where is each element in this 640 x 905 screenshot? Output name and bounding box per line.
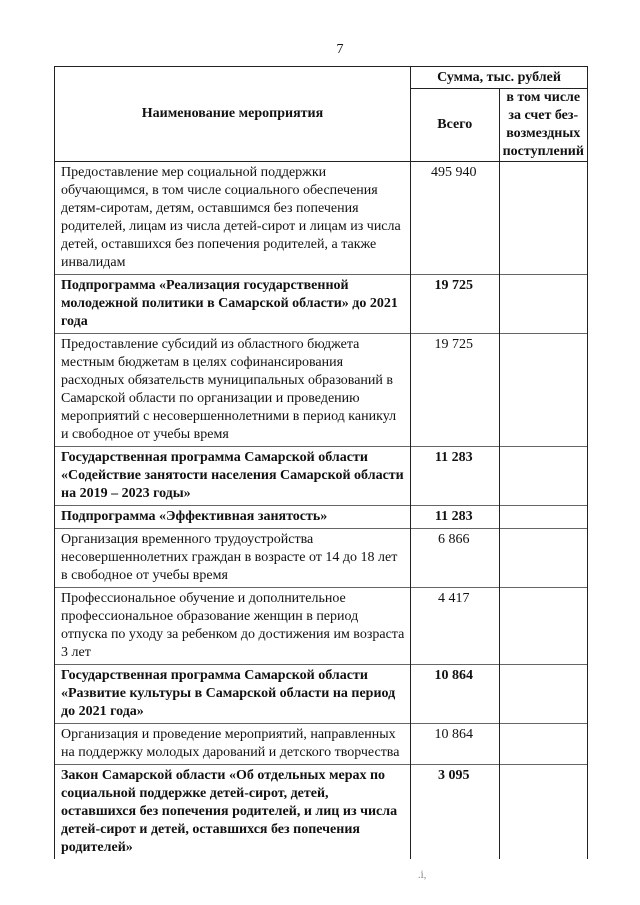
- row-total: 10 864: [411, 724, 500, 765]
- table-body: [55, 162, 588, 860]
- header-name-column: Наименование мероприятия: [55, 67, 411, 162]
- page-number: 7: [336, 42, 344, 57]
- row-free: [499, 162, 588, 275]
- scan-artifact: .ⅰ,: [418, 870, 427, 881]
- table-row: [55, 765, 588, 860]
- table-row: [55, 275, 588, 334]
- row-total: 11 283: [411, 447, 500, 506]
- budget-table: [54, 66, 588, 859]
- header-total-column: Всего: [411, 89, 500, 162]
- table-row: [55, 334, 588, 447]
- row-total: 6 866: [411, 529, 500, 588]
- row-name: Предоставление мер социальной поддержки обучающимся, в том числе социального обеспечения детям-сиротам, детям, оставшимся без попечения родителей, лицам из числа детей-сирот и лицам из числа детей, оставшихся без попечения родителей, а также инвалидам: [55, 162, 411, 275]
- row-free: [499, 275, 588, 334]
- row-name: Предоставление субсидий из областного бюджета местным бюджетам в целях софинансирования расходных обязательств муниципальных образований в Самарской области по организации и проведению мероприятий с несовершеннолетними в период каникул и свободное от учебы время: [55, 334, 411, 447]
- row-free: [499, 588, 588, 665]
- row-total: 19 725: [411, 334, 500, 447]
- row-name: Государственная программа Самарской области «Развитие культуры в Самарской области на период до 2021 года»: [55, 665, 411, 724]
- header-free-column: в том числе за счет без-возмездных поступлений: [499, 89, 588, 162]
- row-free: [499, 765, 588, 860]
- table-row: [55, 447, 588, 506]
- table-row: [55, 724, 588, 765]
- table-row: [55, 162, 588, 275]
- header-sum-column: Сумма, тыс. рублей: [411, 67, 588, 89]
- row-name: Организация и проведение мероприятий, направленных на поддержку молодых дарований и детского творчества: [55, 724, 411, 765]
- row-name: Профессиональное обучение и дополнительное профессиональное образование женщин в период отпуска по уходу за ребенком до достижения им возраста 3 лет: [55, 588, 411, 665]
- row-total: 495 940: [411, 162, 500, 275]
- row-total: 4 417: [411, 588, 500, 665]
- row-total: 10 864: [411, 665, 500, 724]
- row-free: [499, 665, 588, 724]
- row-free: [499, 506, 588, 529]
- row-name: Закон Самарской области «Об отдельных мерах по социальной поддержке детей-сирот, детей, оставшихся без попечения родителей, и лиц из числа детей-сирот и детей, оставшихся без попечения родителей»: [55, 765, 411, 860]
- row-name: Подпрограмма «Реализация государственной молодежной политики в Самарской области» до 2021 года: [55, 275, 411, 334]
- row-total: 19 725: [411, 275, 500, 334]
- row-name: Подпрограмма «Эффективная занятость»: [55, 506, 411, 529]
- table-row: [55, 588, 588, 665]
- row-name: Государственная программа Самарской области «Содействие занятости населения Самарской области на 2019 – 2023 годы»: [55, 447, 411, 506]
- row-total: 3 095: [411, 765, 500, 860]
- table-row: [55, 665, 588, 724]
- table-row: [55, 506, 588, 529]
- row-total: 11 283: [411, 506, 500, 529]
- row-free: [499, 334, 588, 447]
- row-free: [499, 529, 588, 588]
- row-free: [499, 447, 588, 506]
- row-free: [499, 724, 588, 765]
- table-row: [55, 529, 588, 588]
- row-name: Организация временного трудоустройства несовершеннолетних граждан в возрасте от 14 до 18 лет в свободное от учебы время: [55, 529, 411, 588]
